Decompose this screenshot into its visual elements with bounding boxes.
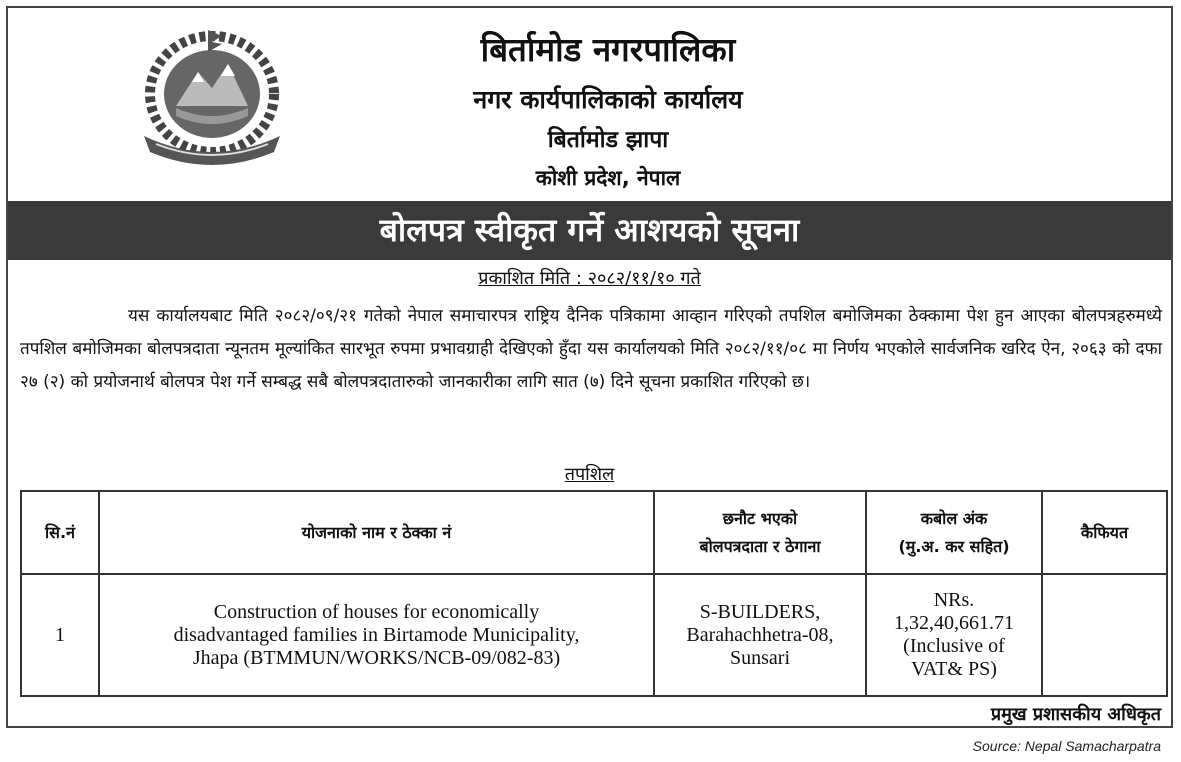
cell-amount-line3: (Inclusive of xyxy=(903,635,1005,657)
office-location: बिर्तामोड झापा xyxy=(547,127,669,153)
cell-bidder-line1: S-BUILDERS, xyxy=(699,600,821,623)
cell-amount-line2: 1,32,40,661.71 xyxy=(894,612,1014,634)
source-credit: Source: Nepal Samacharpatra xyxy=(972,738,1161,754)
header-amount-line2: (मु.अ. कर सहित) xyxy=(898,536,1010,556)
notice-header xyxy=(8,8,1171,201)
nepal-emblem-icon xyxy=(136,28,288,166)
schedule-heading-text: तपशिल xyxy=(564,464,615,485)
header-amount xyxy=(866,491,1042,574)
cell-project xyxy=(99,574,654,696)
notice-title: बोलपत्र स्वीकृत गर्ने आशयको सूचना xyxy=(8,201,1171,260)
cell-bidder-line2: Barahachhetra-08, xyxy=(686,623,834,646)
header-project: योजनाको नाम र ठेक्का नं xyxy=(99,491,654,574)
cell-project-line3: Jhapa (BTMMUN/WORKS/NCB-09/082-83) xyxy=(192,646,561,669)
header-remarks: कैफियत xyxy=(1042,491,1167,574)
signatory: प्रमुख प्रशासकीय अधिकृत xyxy=(990,704,1161,725)
office-name: नगर कार्यपालिकाको कार्यालय xyxy=(473,85,743,114)
cell-bidder xyxy=(654,574,866,696)
published-date-text: प्रकाशित मिति : २०८२/११/१० गते xyxy=(478,268,701,289)
published-date xyxy=(8,266,1171,290)
cell-sn: 1 xyxy=(21,574,99,696)
header-amount-line1: कबोल अंक xyxy=(920,508,988,528)
cell-remarks xyxy=(1042,574,1167,696)
notice-body: यस कार्यालयबाट मिति २०८२/०९/२१ गतेको नेपाल समाचारपत्र राष्ट्रिय दैनिक पत्रिकामा आव्हान गरिएको तपशिल बमोजिमका ठेक्कामा पेश हुन आएका बोलपत्रहरुमध्ये तपशिल बमोजिमका बोलपत्रदाता न्यूनतम मूल्यांकित सारभूत रुपमा प्रभावग्राही देखिएको हुँदा यस कार्यालयको मिति २०८२/११/०८ मा निर्णय भएकोले सार्वजनिक खरिद ऐन, २०६३ को दफा २७ (२) को प्रयोजनार्थ बोलपत्र पेश गर्ने सम्बद्ध सबै बोलपत्रदातारुको जानकारीका लागि सात (७) दिने सूचना प्रकाशित गरिएको छ। xyxy=(20,306,1162,392)
cell-amount xyxy=(866,574,1042,696)
cell-project-line2: disadvantaged families in Birtamode Municipality, xyxy=(173,623,580,646)
notice-frame xyxy=(6,6,1173,728)
schedule-heading xyxy=(8,462,1171,486)
table-header-row xyxy=(21,491,1167,574)
tender-table xyxy=(20,490,1168,697)
cell-bidder-line3: Sunsari xyxy=(730,646,790,669)
header-bidder xyxy=(654,491,866,574)
cell-project-line1: Construction of houses for economically xyxy=(213,600,540,623)
cell-amount-line1: NRs. xyxy=(933,589,975,611)
cell-amount-line4: VAT& PS) xyxy=(911,658,997,680)
header-sn: सि.नं xyxy=(21,491,99,574)
header-bidder-line1: छनौट भएको xyxy=(722,508,798,528)
header-bidder-line2: बोलपत्रदाता र ठेगाना xyxy=(699,536,821,556)
province-name: कोशी प्रदेश, नेपाल xyxy=(535,166,681,190)
table-row xyxy=(21,574,1167,696)
municipality-name: बिर्तामोड नगरपालिका xyxy=(480,30,736,69)
